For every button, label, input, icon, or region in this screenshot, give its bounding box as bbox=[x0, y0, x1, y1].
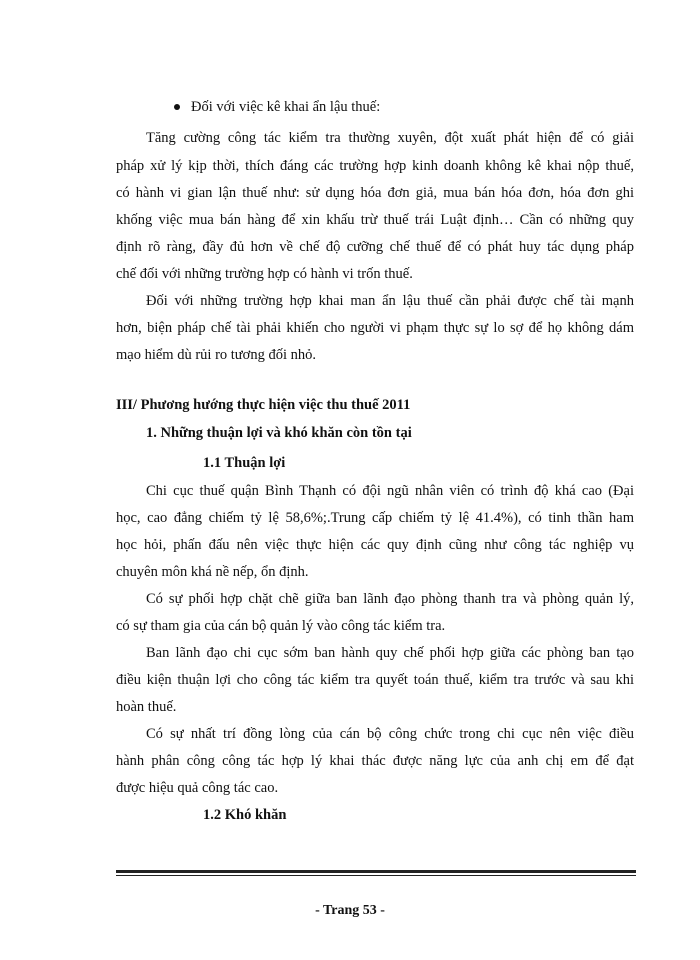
sub-heading-1-1: 1.1 Thuận lợi bbox=[203, 455, 286, 471]
footer-rule-thin bbox=[116, 875, 636, 876]
para2-line-1: Đối với những trường hợp khai man ẩn lậu thuế cần phải được chế tài mạnh bbox=[146, 293, 634, 309]
para2-line-3: mạo hiểm dù rủi ro tương đối nhỏ. bbox=[116, 347, 316, 363]
para4-line-2: có sự tham gia của cán bộ quản lý vào công tác kiểm tra. bbox=[116, 618, 446, 634]
page-number: - Trang 53 - bbox=[315, 903, 385, 918]
para1-line-4: khống việc mua bán hàng để xin khấu trừ thuế trái Luật định… Cần có những quy bbox=[116, 212, 634, 228]
para3-line-1: Chi cục thuế quận Bình Thạnh có đội ngũ nhân viên có trình độ khá cao (Đại bbox=[146, 483, 634, 499]
para3-line-2: học, cao đẳng chiếm tỷ lệ 58,6%;.Trung cấp chiếm tỷ lệ 41.4%), có tinh thần ham bbox=[116, 510, 634, 526]
para3-line-3: học hỏi, phấn đấu nên việc thực hiện các quy định cũng như công tác nghiệp vụ bbox=[116, 537, 634, 553]
para1-line-2: pháp xử lý kịp thời, thích đáng các trường hợp kinh doanh không kê khai nộp thuế, bbox=[116, 158, 634, 174]
bullet-heading: Đối với việc kê khai ẩn lậu thuế: bbox=[191, 99, 381, 115]
footer-rule-thick bbox=[116, 870, 636, 873]
para1-line-3: có hành vi gian lận thuế như: sử dụng hóa đơn giả, mua bán hóa đơn, hóa đơn ghi bbox=[116, 185, 634, 201]
para5-line-1: Ban lãnh đạo chi cục sớm ban hành quy chế phối hợp giữa các phòng ban tạo bbox=[146, 645, 634, 661]
para1-line-1: Tăng cường công tác kiểm tra thường xuyên, đột xuất phát hiện để có giải bbox=[146, 130, 634, 146]
bullet-icon bbox=[174, 104, 180, 110]
section-heading: III/ Phương hướng thực hiện việc thu thuế 2011 bbox=[116, 397, 411, 413]
para5-line-3: hoàn thuế. bbox=[116, 699, 177, 715]
sub-heading-1-2: 1.2 Khó khăn bbox=[203, 807, 287, 823]
para1-line-5: định rõ ràng, đầy đủ hơn về chế độ cưỡng chế thuế để có phát huy tác dụng pháp bbox=[116, 239, 634, 255]
para6-line-3: được hiệu quả công tác cao. bbox=[116, 780, 279, 796]
para3-line-4: chuyên môn khá nề nếp, ổn định. bbox=[116, 564, 309, 580]
para4-line-1: Có sự phối hợp chặt chẽ giữa ban lãnh đạo phòng thanh tra và phòng quản lý, bbox=[146, 591, 634, 607]
para6-line-1: Có sự nhất trí đồng lòng của cán bộ công chức trong chi cục nên việc điều bbox=[146, 726, 634, 742]
para2-line-2: hơn, biện pháp chế tài phải khiến cho người vi phạm thực sự lo sợ để họ không dám bbox=[116, 320, 634, 336]
para6-line-2: hành phân công công tác hợp lý khai thác được năng lực của anh chị em để đạt bbox=[116, 753, 634, 769]
para1-line-6: chế đối với những trường hợp có hành vi trốn thuế. bbox=[116, 266, 413, 282]
sub-heading-1: 1. Những thuận lợi và khó khăn còn tồn tại bbox=[146, 425, 412, 441]
para5-line-2: điều kiện thuận lợi cho công tác kiểm tra quyết toán thuế, kiểm tra trước và sau khi bbox=[116, 672, 634, 688]
